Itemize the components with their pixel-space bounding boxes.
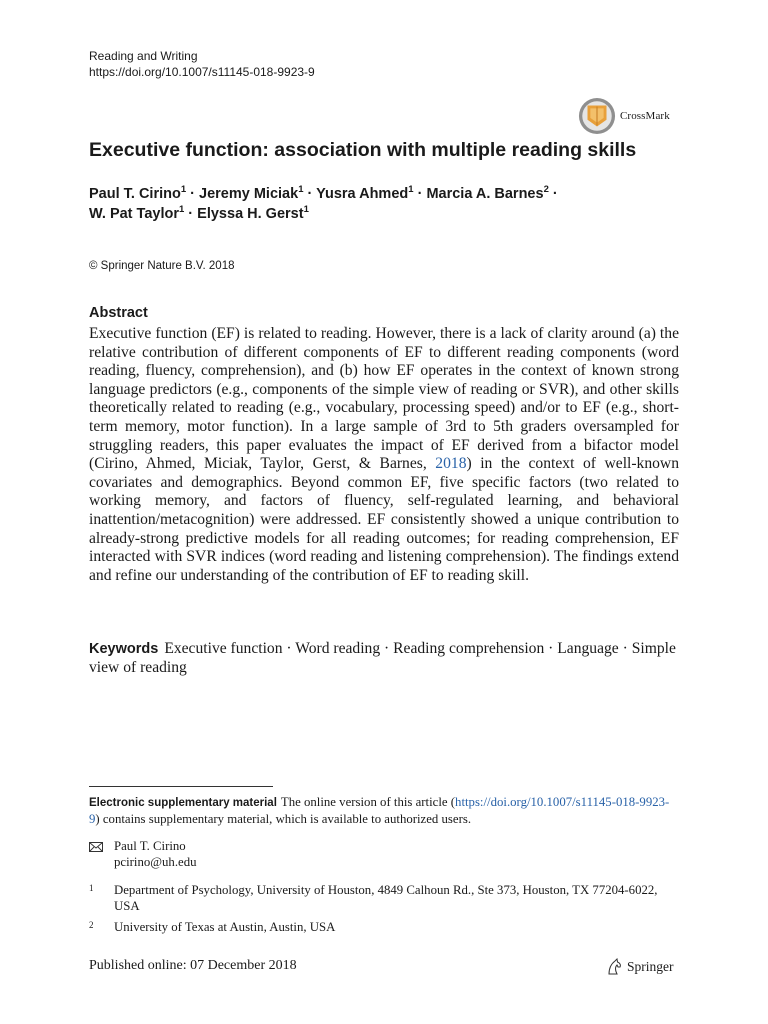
esm-link[interactable]: https://doi.org/10.1007/s11145-018-9923-9 <box>89 795 670 826</box>
keywords-text: Executive function · Word reading · Reading comprehension · Language · Simple view of reading <box>89 640 676 676</box>
author-affiliation-mark: 1 <box>180 184 187 196</box>
author-affiliation-mark: 1 <box>298 184 304 196</box>
keywords-label: Keywords <box>89 641 159 657</box>
doi-link[interactable]: https://doi.org/10.1007/s11145-018-9923-9 <box>89 65 315 79</box>
affiliation <box>89 882 679 914</box>
corresponding-email[interactable]: pcirino@uh.edu <box>114 855 197 869</box>
footnote-divider <box>89 786 273 787</box>
abstract-text: Executive function (EF) is related to reading. However, there is a lack of clarity around (a) the relative contribution of different components of EF to different reading components (word reading, fluency, comprehension), and (b) how EF operates in the context of known strong language predictors (e.g., components of the simple view of reading or SVR), and other skills theoretically related to reading (e.g., vocabulary, processing speed) and/or to EF (e.g., short-term memory, motor function). In a large sample of 3rd to 5th graders oversampled for struggling readers, this paper evaluates the impact of EF derived from a bifactor model (Cirino, Ahmed, Miciak, Taylor, Gerst, & Barnes, <box>89 325 679 473</box>
author-name[interactable]: W. Pat Taylor <box>89 206 179 222</box>
abstract-text: ) in the context of well-known covariates and demographics. Beyond common EF, five specific factors (two related to working memory, and factors of fluency, self-regulated learning, and behavioral inattention/metacognition) were addressed. EF consistently showed a unique contribution to already-strong predictive models for all reading outcomes; for reading comprehension, EF interacted with SVR indices (word reading and listening comprehension). The findings extend and refine our understanding of the contribution of EF to reading skill. <box>89 455 679 584</box>
supplementary-material-note <box>89 794 679 827</box>
keywords <box>89 640 689 677</box>
author-affiliation-mark: 1 <box>178 204 185 216</box>
abstract-body <box>89 325 679 585</box>
affiliation-number: 2 <box>89 920 94 930</box>
crossmark-label: CrossMark <box>620 110 670 122</box>
author-separator: · <box>184 206 198 222</box>
springer-horse-icon <box>606 958 622 976</box>
abstract-heading: Abstract <box>89 305 148 321</box>
author-separator: · <box>548 186 558 202</box>
author-separator: · <box>413 186 427 202</box>
author-name[interactable]: Elyssa H. Gerst <box>197 206 304 222</box>
article-title: Executive function: association with multiple reading skills <box>89 139 637 161</box>
affiliation-text: Department of Psychology, University of Houston, 4849 Calhoun Rd., Ste 373, Houston, TX 77204-6022, USA <box>114 883 658 913</box>
affiliation <box>89 919 679 935</box>
journal-header <box>89 48 315 80</box>
envelope-icon <box>89 842 103 852</box>
author-separator: · <box>186 186 200 202</box>
crossmark-badge[interactable] <box>578 97 670 135</box>
esm-label: Electronic supplementary material <box>89 797 277 809</box>
citation-link[interactable]: 2018 <box>435 455 467 473</box>
author-list <box>89 184 689 224</box>
esm-text: ) contains supplementary material, which is available to authorized users. <box>95 812 472 826</box>
corresponding-name: Paul T. Cirino <box>114 839 186 853</box>
author-name[interactable]: Jeremy Miciak <box>199 186 299 202</box>
crossmark-icon <box>578 97 616 135</box>
author-name[interactable]: Yusra Ahmed <box>316 186 409 202</box>
author-name[interactable]: Marcia A. Barnes <box>426 186 544 202</box>
publisher-name: Springer <box>627 959 674 974</box>
author-affiliation-mark: 1 <box>408 184 414 196</box>
journal-name: Reading and Writing <box>89 49 198 63</box>
author-affiliation-mark: 2 <box>543 184 549 196</box>
author-affiliation-mark: 1 <box>303 204 309 216</box>
affiliation-text: University of Texas at Austin, Austin, USA <box>114 920 336 934</box>
published-date: Published online: 07 December 2018 <box>89 958 297 973</box>
author-name[interactable]: Paul T. Cirino <box>89 186 181 202</box>
author-separator: · <box>303 186 317 202</box>
corresponding-author <box>89 838 197 870</box>
copyright-notice: © Springer Nature B.V. 2018 <box>89 260 235 272</box>
affiliation-number: 1 <box>89 883 94 893</box>
esm-text: The online version of this article ( <box>280 795 456 809</box>
publisher-logo <box>606 958 674 976</box>
